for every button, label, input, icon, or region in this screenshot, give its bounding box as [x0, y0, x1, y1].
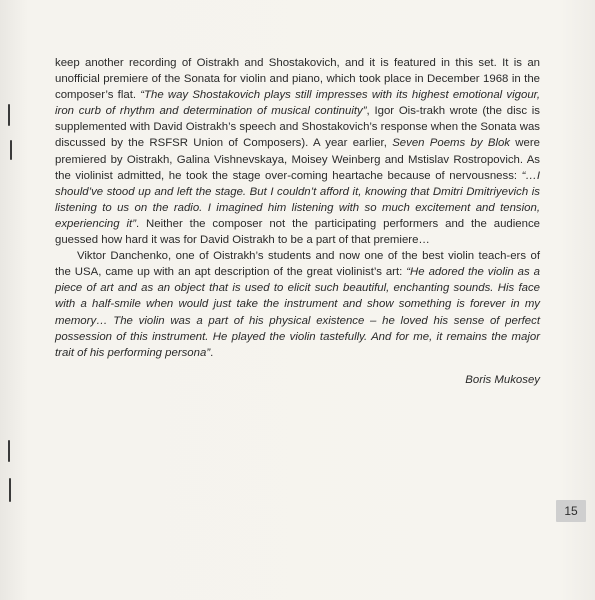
- binding-mark: [10, 140, 12, 160]
- paragraph-2: [55, 248, 540, 361]
- text-run: . Neither the composer not the participating performers and the audience guessed how hard it was for David Oistrakh to be a part of that premiere…: [55, 217, 540, 247]
- text-run: .: [210, 346, 214, 359]
- binding-mark: [8, 440, 10, 462]
- italic-run: “The way Shostakovich plays still impresses with its highest emotional vigour, iron curb of rhythm and determination of musical continuity”: [55, 89, 540, 118]
- binding-mark: [8, 104, 10, 126]
- text-run: Viktor Danchenko, one of Oistrakh’s students and now one of the best violin teach-ers of the USA, came up with an apt description of the great violinist’s art:: [55, 250, 540, 279]
- italic-run: “He adored the violin as a piece of art and as an object that is used to elicit such beautiful, enchanting sounds. His face with a half-smile when would just take the instrument and show something is forever in my memory… The violin was a part of his physical existence – he loved his sense of perfect possession of this instrument. He played the violin tastefully. And for me, it remains the major trait of his performing persona”: [55, 266, 540, 359]
- italic-run: “…I should’ve stood up and left the stage. But I couldn’t afford it, knowing that Dmitri Dmitriyevich is listening to us on the radio. I imagined him listening with so much excitement and tension, experiencing it”: [55, 169, 540, 230]
- page-number: 15: [556, 500, 586, 522]
- binding-mark: [9, 478, 11, 502]
- author-signature: Boris Mukosey: [465, 374, 540, 386]
- body-text: [55, 55, 540, 361]
- text-run: were premiered by Oistrakh, Galina Vishnevskaya, Moisey Weinberg and Mstislav Rostropovich. As the violinist admitted, he took the stage over-coming heartache because of nervousness:: [55, 137, 540, 182]
- text-run: , Igor Ois-trakh wrote (the disc is supplemented with David Oistrakh’s speech and Shostakovich’s response when the Sonata was discussed by the RSFSR Union of Composers). A year earlier,: [55, 105, 540, 150]
- paragraph-1: [55, 55, 540, 248]
- text-run: keep another recording of Oistrakh and Shostakovich, and it is featured in this set. It is an unofficial premiere of the Sonata for violin and piano, which took place in December 1968 in the composer’s flat.: [55, 57, 540, 102]
- italic-run: Seven Poems by Blok: [392, 137, 511, 150]
